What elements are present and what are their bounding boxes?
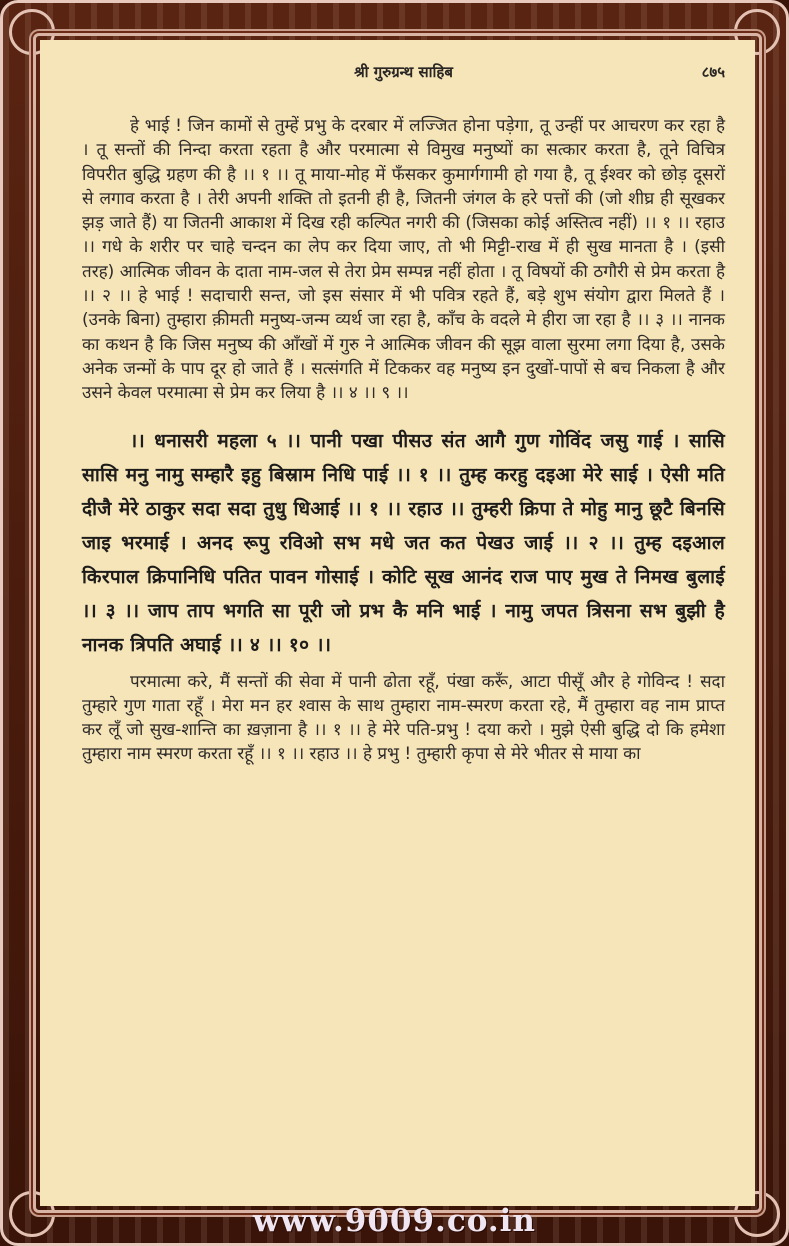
scripture-page: [40, 40, 755, 1206]
translation-paragraph: हे भाई ! जिन कामों से तुम्हें प्रभु के दरबार में लज्जित होना पड़ेगा, तू उन्हीं पर आचरण कर रहा है । तू सन्तों की निन्दा करता रहता है और परमात्मा से विमुख मनुष्यों का सत्कार करता है, तूने विचित्र विपरीत बुद्धि ग्रहण की है ।। १ ।। तू माया-मोह में फँसकर कुमार्गगामी हो गया है, तू ईश्वर को छोड़ दूसरों से लगाव करता है । तेरी अपनी शक्ति तो इतनी ही है, जितनी जंगल के हरे पत्तों की (जो शीघ्र ही सूखकर झड़ जाते हैं) या जितनी आकाश में दिख रही कल्पित नगरी की (जिसका कोई अस्तित्व नहीं) ।। १ ।। रहाउ ।। गधे के शरीर पर चाहे चन्दन का लेप कर दिया जाए, तो भी मिट्टी-राख में ही सुख मानता है । (इसी तरह) आत्मिक जीवन के दाता नाम-जल से तेरा प्रेम सम्पन्न नहीं होता । तू विषयों की ठगौरी से प्रेम करता है ।। २ ।। हे भाई ! सदाचारी सन्त, जो इस संसार में भी पवित्र रहते हैं, बड़े शुभ संयोग द्वारा मिलते हैं । (उनके बिना) तुम्हारा क़ीमती मनुष्य-जन्म व्यर्थ जा रहा है, काँच के वदले मे हीरा जा रहा है ।। ३ ।। नानक का कथन है कि जिस मनुष्य की आँखों में गुरु ने आत्मिक जीवन की सूझ वाला सुरमा लगा दिया है, उसके अनेक जन्मों के पाप दूर हो जाते हैं । सत्संगति में टिककर वह मनुष्य इन दुखों-पापों से बच निकला है और उसने केवल परमात्मा से प्रेम कर लिया है ।। ४ ।। ९ ।।: [82, 116, 725, 404]
translation-paragraph: परमात्मा करे, मैं सन्तों की सेवा में पानी ढोता रहूँ, पंखा करूँ, आटा पीसूँ और हे गोविन्द ! सदा तुम्हारे गुण गाता रहूँ । मेरा मन हर श्वास के साथ तुम्हारा नाम-स्मरण करता रहे, मैं तुम्हारा वह नाम प्राप्त कर लूँ जो सुख-शान्ति का ख़ज़ाना है ।। १ ।। हे मेरे पति-प्रभु ! दया करो । मुझे ऐसी बुद्धि दो कि हमेशा तुम्हारा नाम स्मरण करता रहूँ ।। १ ।। रहाउ ।। हे प्रभु ! तुम्हारी कृपा से मेरे भीतर से माया का: [82, 671, 725, 765]
page-header: [82, 60, 725, 84]
page-title: श्री गुरुग्रन्थ साहिब: [354, 63, 453, 81]
shabad-verse: ।। धनासरी महला ५ ।। पानी पखा पीसउ संत आगै गुण गोविंद जसु गाई । सासि सासि मनु नामु सम्हारै इहु बिस्राम निधि पाई ।। १ ।। तुम्ह करहु दइआ मेरे साई । ऐसी मति दीजै मेरे ठाकुर सदा सदा तुधु धिआई ।। १ ।। रहाउ ।। तुम्हरी क्रिपा ते मोहु मानु छूटै बिनसि जाइ भरमाई । अनद रूपु रविओ सभ मधे जत कत पेखउ जाई ।। २ ।। तुम्ह दइआल किरपाल क्रिपानिधि पतित पावन गोसाई । कोटि सूख आनंद राज पाए मुख ते निमख बुलाई ।। ३ ।। जाप ताप भगति सा पूरी जो प्रभ कै मनि भाई । नामु जपत त्रिसना सभ बुझी है नानक त्रिपति अघाई ।। ४ ।। १० ।।: [82, 429, 725, 656]
website-url[interactable]: www.9009.co.in: [253, 1203, 536, 1239]
page-number: ८७५: [701, 63, 725, 81]
